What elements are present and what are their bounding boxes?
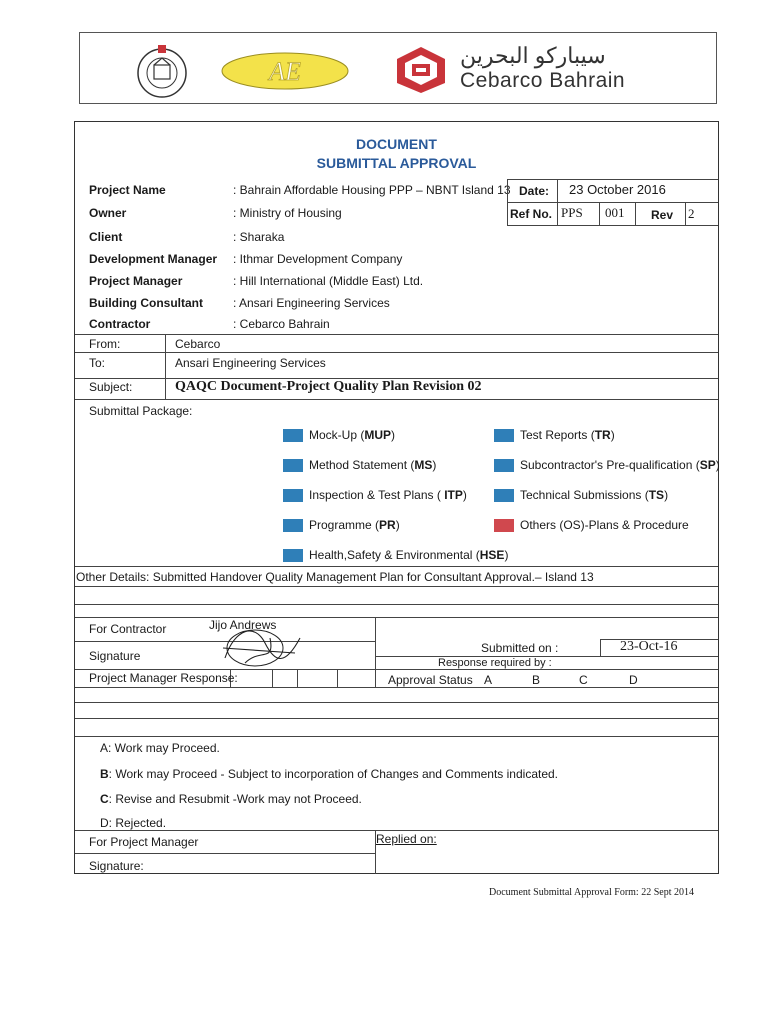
legend-c: C: Revise and Resubmit -Work may not Proceed. [100,792,362,806]
field-value-project-manager: : Hill International (Middle East) Ltd. [233,274,424,288]
field-label-building-consultant: Building Consultant [89,296,203,310]
to-label: To: [89,356,106,370]
signature2-label: Signature: [89,859,144,873]
field-label-project-manager: Project Manager [89,274,183,288]
field-value-building-consultant: : Ansari Engineering Services [233,296,390,310]
hse-checkbox[interactable] [283,549,303,562]
field-value-development-manager: : Ithmar Development Company [233,252,403,266]
mock-up-checkbox[interactable] [283,429,303,442]
form-title-line2: SUBMITTAL APPROVAL [316,155,477,171]
others-checkbox-selected[interactable] [494,519,514,532]
package-item-test-reports: Test Reports (TR) [520,428,615,442]
response-required-label: Response required by : [438,657,552,669]
field-label-development-manager: Development Manager [89,252,218,266]
field-value-project-name: : Bahrain Affordable Housing PPP – NBNT Island 13 [233,183,511,197]
legend-b: B: Work may Proceed - Subject to incorporation of Changes and Comments indicated. [100,767,559,781]
package-item-mock-up: Mock-Up (MUP) [309,428,396,442]
approval-option-c[interactable]: C [579,673,588,687]
from-value: Cebarco [175,337,221,351]
field-label-owner: Owner [89,206,127,220]
legend-a: A: Work may Proceed. [100,741,220,755]
from-label: From: [89,337,121,351]
package-item-subcontractor-prequal: Subcontractor's Pre-qualification (SP) [520,458,720,472]
subject-label: Subject: [89,380,133,394]
ref-label: Ref No. [510,207,552,221]
submittal-package-label: Submittal Package: [89,404,193,418]
date-label: Date: [519,184,550,198]
submitted-on-label: Submitted on : [481,641,559,655]
signer-name: Jijo Andrews [209,618,277,632]
field-label-project-name: Project Name [89,183,166,197]
approval-option-b[interactable]: B [532,673,541,687]
package-item-hse: Health,Safety & Environmental (HSE) [309,548,509,562]
signature-label: Signature [89,649,141,663]
ref-value-prefix: PPS [561,205,583,220]
date-value: 23 October 2016 [569,182,666,197]
package-item-technical-submissions: Technical Submissions (TS) [520,488,669,502]
signature-scribble-icon [215,618,305,670]
subject-value: QAQC Document-Project Quality Plan Revision 02 [175,379,482,394]
approval-status-label: Approval Status [388,673,473,687]
field-value-contractor: : Cebarco Bahrain [233,317,330,331]
legend-d: D: Rejected. [100,816,167,830]
cebarco-arabic-name: سيباركو البحرين [460,43,606,68]
other-details: Other Details: Submitted Handover Quality Management Plan for Consultant Approval.– Island 13 [76,570,594,584]
form-title-line1: DOCUMENT [356,136,437,152]
rev-value: 2 [688,206,695,221]
field-value-client: : Sharaka [233,230,285,244]
technical-submissions-checkbox[interactable] [494,489,514,502]
cebarco-name: Cebarco Bahrain [460,69,626,92]
ref-value-number: 001 [605,205,625,220]
approval-option-a[interactable]: A [484,673,493,687]
method-statement-checkbox[interactable] [283,459,303,472]
rev-label: Rev [651,208,674,222]
package-item-others: Others (OS)-Plans & Procedure [520,518,689,532]
to-value: Ansari Engineering Services [175,356,326,370]
form-reference-footer: Document Submittal Approval Form: 22 Sept 2014 [489,887,694,898]
test-reports-checkbox[interactable] [494,429,514,442]
approval-option-d[interactable]: D [629,673,638,687]
ae-logo-icon [220,51,350,91]
for-pm-label: For Project Manager [89,835,199,849]
package-item-method-statement: Method Statement (MS) [309,458,437,472]
subcontractor-prequal-checkbox[interactable] [494,459,514,472]
ministry-seal-icon [132,43,192,99]
field-label-client: Client [89,230,123,244]
for-contractor-label: For Contractor [89,622,167,636]
pm-response-label: Project Manager Response: [89,671,238,685]
submittal-form [74,121,719,874]
svg-text:AE: AE [269,57,301,86]
cebarco-logo-icon [395,45,447,95]
replied-on-label: Replied on: [376,832,437,846]
field-value-owner: : Ministry of Housing [233,206,342,220]
package-item-inspection-test-plans: Inspection & Test Plans ( ITP) [309,488,467,502]
field-label-contractor: Contractor [89,317,151,331]
programme-checkbox[interactable] [283,519,303,532]
inspection-test-plans-checkbox[interactable] [283,489,303,502]
package-item-programme: Programme (PR) [309,518,400,532]
letterhead-box [79,32,717,104]
submitted-on-value: 23-Oct-16 [620,639,678,654]
